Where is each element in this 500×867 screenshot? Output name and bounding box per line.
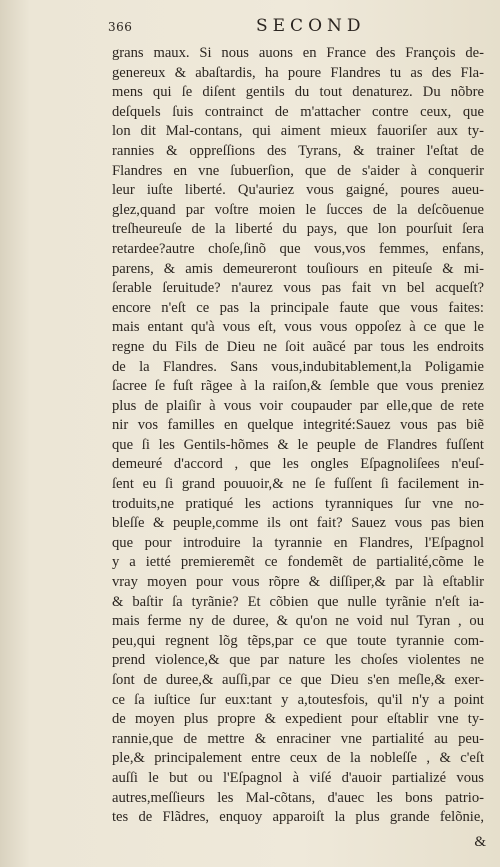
text-line: & baſtir ſa tyrãnie? Et cõbien que nulle tyrãnie n'eſt ia- [112,593,484,610]
text-line: demeuré d'accord , que les ongles Eſpagnoliſees n'euſ- [112,456,484,473]
text-line: ſacree ſe fuſt rãgee à la raiſon,& ſemble que vous preniez [112,378,484,395]
text-line: prend violence,& que par nature les choſes violentes ne [112,652,484,669]
text-line: ple,& principalement entre ceux de la nobleſſe , & c'eſt [112,750,484,767]
text-line: encore n'eſt ce pas la principale faute que vous faites: [112,299,484,316]
text-line: mais entant qu'à vous eſt, vous vous oppoſez à ce que le [112,319,484,336]
text-line: ſont de duree,& auſſi,par ce que Dieu s'en meſle,& exer- [112,672,484,688]
text-line: plus de plaiſir à vous voir coupauder par elle,que de rete [112,397,484,414]
text-line: que ſi les Gentils-hõmes & le peuple de Flandres fuſſent [112,436,484,453]
text-line: que pour introduire la tyrannie en Flandres, l'Eſpagnol [112,534,484,551]
text-line: genereux & abaſtardis, ha poure Flandres tu as des Fla- [112,64,484,81]
text-line: glez,quand par voſtre moien le ſucces de la deſcõuenue [112,201,484,218]
text-line: mais ferme ny de duree, & qu'on ne void nul Tyran , ou [112,613,484,630]
text-line: parens, & amis demeureront touſiours en piteuſe & mi- [112,260,484,277]
text-line: treſheureuſe de la liberté du pays, que lon pourſuit ſera [112,221,484,238]
text-line: peu,qui regnent lõg tẽps,par ce que toute tyrannie com- [112,632,484,649]
text-line: mens qui ſe diſent gentils du tout denaturez. Du nõbre [112,84,484,101]
text-line: ſent eu ſi grand pouuoir,& ne ſe fuſſent ſi facilement in- [112,476,484,493]
running-head: SECOND [256,16,366,36]
text-line: retardee?autre choſe,ſinõ que vous,vos femmes, enfans, [112,240,484,257]
text-line: deſquels ſuis contrainct de m'attacher contre ceux, que [112,103,484,120]
page-number: 366 [108,20,133,34]
text-line: ſerable ſeruitude? n'aurez vous pas fait vn bel acqueſt? [112,280,484,297]
text-line: y a ietté premieremẽt ce fondemẽt de partialité,cõme le [112,554,484,571]
text-line: grans maux. Si nous auons en France des François de- [112,45,484,61]
text-line: troduits,ne pratiqué les actions tyranniques ſur vne no- [112,495,484,512]
text-line: ce ſa iuſtice ſur eux:tant y a,toutesfois, qu'il n'y a point [112,691,484,708]
text-line: lon dit Mal-contans, qui aiment mieux fauoriſer aux ty- [112,123,484,140]
text-line: rannies & oppreſſions des Tyrans, & trainer l'eſtat de [112,142,484,159]
text-line: de moyen plus propre & expedient pour eſtablir vne ty- [112,711,484,728]
text-line: nir vos familles en quelque integrité:Sauez vous pas biẽ [112,417,484,434]
text-line: auſſi le but ou l'Eſpagnol à viſé d'auoir partializé vous [112,769,484,786]
text-line: regne du Fils de Dieu ne ſoit auãcé par tous les endroits [112,338,484,355]
text-line: vray moyen pour vous rõpre & diſſiper,& par là eſtablir [112,574,484,591]
body-text [112,44,484,828]
text-line: Flandres en vne ſubuerſion, que de s'aider à conquerir [112,162,484,179]
catchword: & [474,834,486,850]
text-line: bleſſe & peuple,comme ils ont fait? Sauez vous pas bien [112,515,484,532]
text-line: autres,meſſieurs les Mal-cõtans, d'auec les bons patrio- [112,789,484,806]
text-line: de la Flandres. Sans vous,indubitablement,la Poligamie [112,358,484,375]
page-header [0,14,500,38]
text-line: tes de Flãdres, enquoy apparoiſt la plus grande felõnie, [112,809,484,826]
text-line: leur iuſte liberté. Qu'auriez vous gaigné, poures aueu- [112,182,484,199]
text-line: rannie,que de mettre & enraciner vne partialité au peu- [112,730,484,747]
